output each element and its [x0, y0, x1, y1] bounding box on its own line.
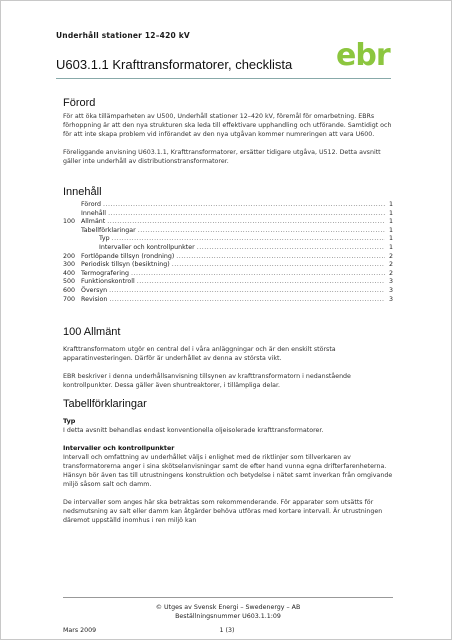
toc-entry-page: 3 [388, 286, 393, 294]
toc-entry-label: Förord [81, 201, 102, 208]
toc-leader-dots [137, 278, 385, 287]
footer-divider [63, 597, 393, 598]
toc-entry [63, 218, 393, 227]
toc-entry-number: 300 [63, 261, 76, 269]
toc-leader-dots [109, 296, 385, 305]
toc-entry-number [63, 210, 81, 219]
toc-leader-dots [109, 287, 385, 296]
foreword-paragraph-2: Föreliggande anvisning U603.1.1, Krafttransformatorer, ersätter tidigare utgåva, U512. Detta avsnitt gäller inte underhåll av distributionstransformatorer. [63, 149, 381, 165]
toc-entry-label: Funktionskontroll [81, 278, 135, 286]
toc-entry-page: 1 [388, 226, 393, 234]
toc-entry [63, 261, 393, 270]
toc-entry-page: 1 [388, 218, 393, 226]
logo-wordmark: ebr [336, 38, 390, 73]
toc-entry [63, 244, 393, 253]
toc-entry [63, 296, 393, 305]
toc-entry-label: Termografering [81, 269, 129, 277]
foreword-heading: Förord [63, 97, 96, 109]
foreword-section [63, 97, 393, 166]
toc-leader-dots [107, 218, 385, 227]
toc-entry-number: 100 [63, 218, 76, 226]
intervals-paragraph-2: De intervaller som anges här ska betraktas som rekommenderande. För apparater som utsätts för nedsmutsning av salt eller damm kan åtgärder behöva utföras med kortare intervall. Är utrustningen däremot uppställd inomhus i ren miljö kan [63, 499, 383, 525]
toc-entry-number [63, 244, 81, 253]
toc-entry [63, 235, 393, 244]
toc-entry-label: Innehåll [81, 209, 107, 217]
toc-entry [63, 287, 393, 296]
toc-entry [63, 201, 393, 210]
toc-leader-dots [131, 270, 385, 279]
toc-entry-page: 2 [388, 261, 393, 269]
toc-leader-dots [197, 244, 385, 253]
toc-entry-page: 1 [388, 243, 393, 251]
intervals-paragraph-1: Intervall och omfattning av underhållet väljs i enlighet med de riktlinjer som tillverkaren av transformatorerna anger i sina skötselanvisningar samt de efter hand vunna egna drifterfarenheterna. Hänsyn bör även tas till utrustningens konstruktion och betydelse i nätet samt inverkan från omgivande miljö såsom salt och damm. [63, 454, 393, 489]
general-paragraph-1: Krafttransformatorn utgör en central del i våra anläggningar och är den enskilt största apparatinvesteringen. Därför är underhållet av denna av största vikt. [63, 346, 336, 363]
toc-entry-label: Typ [99, 235, 110, 243]
type-paragraph: I detta avsnitt behandlas endast konventionella oljeisolerade krafttransformatorer. [63, 427, 324, 435]
running-header: Underhåll stationer 12–420 kV [56, 31, 190, 40]
toc-entry-number [63, 201, 81, 210]
table-explanations-section [63, 398, 393, 525]
toc-entry-label: Översyn [81, 286, 108, 294]
general-paragraph-2: EBR beskriver i denna underhållsanvisning tillsynen av krafttransformatorn i nedanstående kontrollpunkter. Dessa gäller även shuntreaktorer, i tillämpliga delar. [63, 373, 351, 390]
toc-entry-number: 200 [63, 252, 76, 260]
toc-entry-label: Allmänt [81, 218, 106, 226]
toc-leader-dots [176, 253, 385, 262]
general-section [63, 326, 393, 390]
toc-entry-page: 2 [388, 252, 393, 260]
table-of-contents [63, 201, 393, 304]
document-body [63, 97, 393, 534]
toc-entry-page: 3 [388, 278, 393, 286]
toc-entry [63, 253, 393, 262]
toc-leader-dots [138, 227, 385, 236]
footer-order-number: Beställningsnummer U603.1.1:09 [175, 613, 281, 620]
toc-section [63, 186, 393, 304]
toc-entry-label: Periodisk tillsyn (besiktning) [81, 261, 170, 269]
toc-entry-label: Intervaller och kontrollpunkter [99, 243, 195, 251]
toc-entry-number: 700 [63, 295, 76, 303]
intervals-subheading: Intervaller och kontrollpunkter [63, 444, 175, 453]
toc-leader-dots [172, 261, 385, 270]
toc-entry-label: Revision [81, 295, 108, 303]
general-heading: 100 Allmänt [63, 326, 121, 339]
document-title: U603.1.1 Krafttransformatorer, checklista [56, 57, 293, 72]
toc-entry-number: 400 [63, 269, 76, 277]
toc-entry-page: 1 [388, 209, 393, 217]
type-subheading: Typ [63, 417, 76, 426]
toc-entry-number: 500 [63, 278, 76, 286]
toc-entry [63, 227, 393, 236]
toc-entry-label: Fortlöpande tillsyn (rondning) [81, 252, 175, 260]
toc-entry [63, 270, 393, 279]
footer-publisher: © Utges av Svensk Energi – Swedenergy – AB [155, 604, 301, 611]
toc-leader-dots [103, 201, 385, 210]
footer-page-number: 1 (3) [219, 627, 235, 634]
ebr-logo [336, 33, 396, 75]
toc-heading: Innehåll [63, 186, 102, 198]
toc-entry-number [63, 235, 81, 244]
toc-entry-page: 1 [388, 235, 393, 243]
toc-entry-number [63, 227, 81, 236]
footer-date: Mars 2009 [63, 627, 97, 634]
toc-entry [63, 278, 393, 287]
toc-entry [63, 210, 393, 219]
table-explanations-heading: Tabellförklaringar [63, 398, 147, 411]
toc-entry-page: 2 [388, 269, 393, 277]
toc-entry-label: Tabellförklaringar [81, 226, 136, 234]
toc-entry-number: 600 [63, 286, 76, 294]
toc-leader-dots [112, 235, 385, 244]
toc-leader-dots [108, 210, 385, 219]
toc-entry-page: 3 [388, 295, 393, 303]
toc-entry-page: 1 [388, 201, 393, 208]
foreword-paragraph-1: För att öka tillämparheten av U500, Underhåll stationer 12–420 kV, föremål för omarbetning. EBRs förhoppning är att den nya strukturen ska leda till effektivare upphandling och utförande. Samtidigt och för att inte skapa problem vid införandet av den nya utgåvan kommer numreringen att vara U600. [63, 113, 392, 138]
title-divider [56, 78, 391, 79]
